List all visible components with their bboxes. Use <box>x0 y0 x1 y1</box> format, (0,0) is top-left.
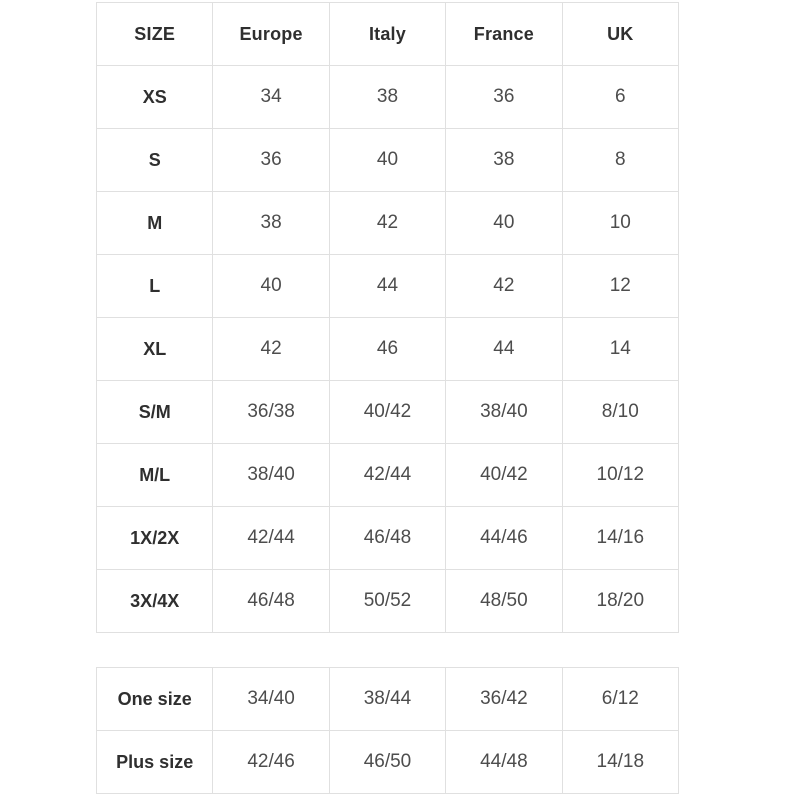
table-row-plus-size <box>97 731 679 794</box>
value-cell: 46/48 <box>329 507 445 570</box>
table-header-row <box>97 3 679 66</box>
value-cell: 14 <box>562 318 678 381</box>
table-row-one-size <box>97 668 679 731</box>
value-cell: 36 <box>213 129 329 192</box>
value-cell: 10/12 <box>562 444 678 507</box>
value-cell: 42/44 <box>329 444 445 507</box>
value-cell: 34/40 <box>213 668 329 731</box>
value-cell: 14/16 <box>562 507 678 570</box>
value-cell: 44/48 <box>446 731 562 794</box>
value-cell: 18/20 <box>562 570 678 633</box>
value-cell: 40/42 <box>446 444 562 507</box>
size-label-cell: XS <box>97 66 213 129</box>
value-cell: 40 <box>446 192 562 255</box>
value-cell: 36 <box>446 66 562 129</box>
value-cell: 42/46 <box>213 731 329 794</box>
table-row-s <box>97 129 679 192</box>
value-cell: 42 <box>329 192 445 255</box>
table-row-l <box>97 255 679 318</box>
value-cell: 8 <box>562 129 678 192</box>
value-cell: 12 <box>562 255 678 318</box>
value-cell: 6 <box>562 66 678 129</box>
value-cell: 46 <box>329 318 445 381</box>
value-cell: 44 <box>446 318 562 381</box>
value-cell: 6/12 <box>562 668 678 731</box>
value-cell: 34 <box>213 66 329 129</box>
value-cell: 36/38 <box>213 381 329 444</box>
value-cell: 40/42 <box>329 381 445 444</box>
size-conversion-table <box>96 2 679 633</box>
value-cell: 50/52 <box>329 570 445 633</box>
size-label-cell: Plus size <box>97 731 213 794</box>
size-label-cell: S <box>97 129 213 192</box>
header-cell-europe: Europe <box>213 3 329 66</box>
size-label-cell: 3X/4X <box>97 570 213 633</box>
value-cell: 46/48 <box>213 570 329 633</box>
header-cell-france: France <box>446 3 562 66</box>
size-label-cell: 1X/2X <box>97 507 213 570</box>
table-row-xl <box>97 318 679 381</box>
value-cell: 40 <box>329 129 445 192</box>
table-row-sm <box>97 381 679 444</box>
value-cell: 38/40 <box>213 444 329 507</box>
value-cell: 44 <box>329 255 445 318</box>
value-cell: 44/46 <box>446 507 562 570</box>
value-cell: 38/44 <box>329 668 445 731</box>
value-cell: 8/10 <box>562 381 678 444</box>
table-row-xs <box>97 66 679 129</box>
value-cell: 38 <box>213 192 329 255</box>
value-cell: 10 <box>562 192 678 255</box>
special-sizes-table <box>96 667 679 794</box>
size-label-cell: XL <box>97 318 213 381</box>
table-row-ml <box>97 444 679 507</box>
table-row-3x4x <box>97 570 679 633</box>
value-cell: 40 <box>213 255 329 318</box>
size-label-cell: M <box>97 192 213 255</box>
header-cell-italy: Italy <box>329 3 445 66</box>
value-cell: 48/50 <box>446 570 562 633</box>
value-cell: 38/40 <box>446 381 562 444</box>
value-cell: 46/50 <box>329 731 445 794</box>
value-cell: 42 <box>446 255 562 318</box>
value-cell: 14/18 <box>562 731 678 794</box>
size-label-cell: M/L <box>97 444 213 507</box>
value-cell: 42/44 <box>213 507 329 570</box>
size-label-cell: One size <box>97 668 213 731</box>
header-cell-size: SIZE <box>97 3 213 66</box>
size-table <box>96 2 679 633</box>
size-label-cell: S/M <box>97 381 213 444</box>
size-label-cell: L <box>97 255 213 318</box>
table-row-m <box>97 192 679 255</box>
value-cell: 36/42 <box>446 668 562 731</box>
special-size-table <box>96 667 679 794</box>
header-cell-uk: UK <box>562 3 678 66</box>
value-cell: 42 <box>213 318 329 381</box>
table-row-1x2x <box>97 507 679 570</box>
value-cell: 38 <box>329 66 445 129</box>
value-cell: 38 <box>446 129 562 192</box>
